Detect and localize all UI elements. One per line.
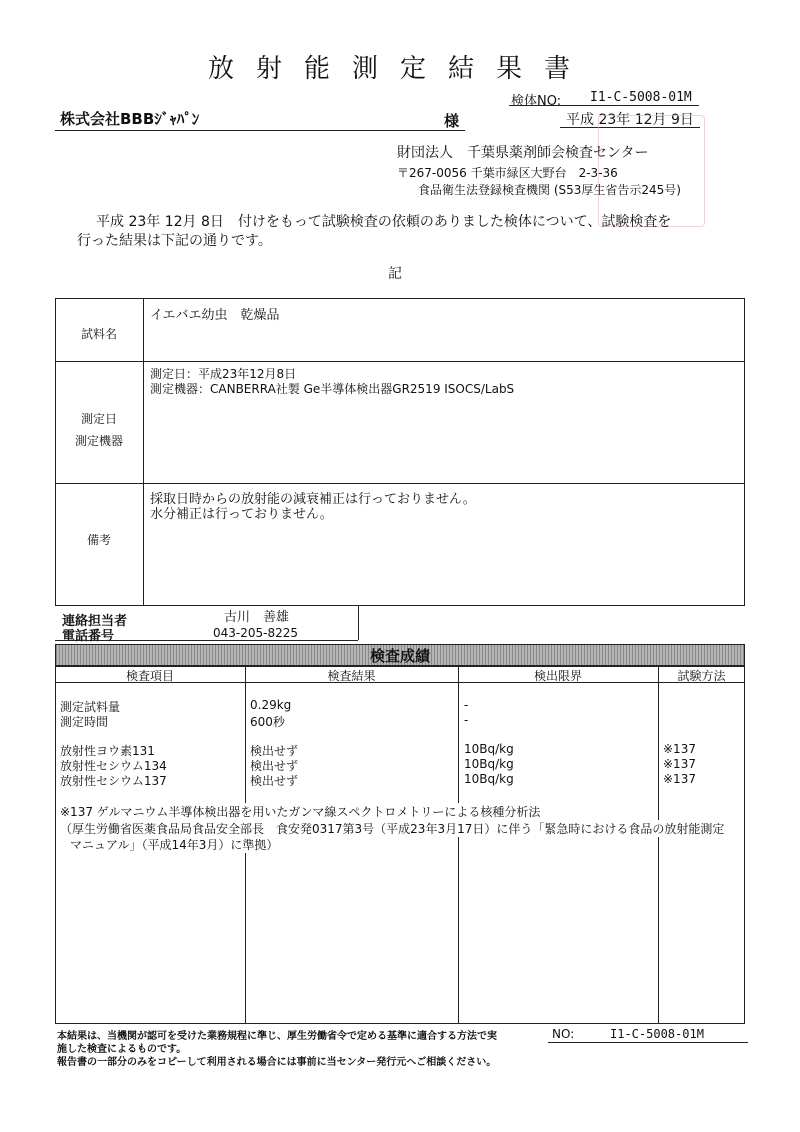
row-method: ※137 bbox=[663, 742, 696, 756]
method-note-2: （厚生労働省医薬食品局食品安全部長 食安発0317第3号（平成23年3月17日）に伴う「緊急時における食品の放射能測定 bbox=[60, 820, 728, 837]
issue-date: 平成 23年 12月 9日 bbox=[566, 112, 694, 128]
sample-value: イエバエ幼虫 乾燥品 bbox=[150, 308, 280, 323]
row-limit: 10Bq/kg bbox=[464, 757, 514, 771]
info-table bbox=[55, 298, 745, 606]
contact-person-label: 連絡担当者 bbox=[62, 614, 128, 629]
row-limit: - bbox=[464, 713, 469, 727]
results-section-title: 検査成績 bbox=[369, 647, 430, 665]
remarks-line-1: 採取日時からの放射能の減衰補正は行っておりません。 bbox=[150, 492, 476, 507]
method-note-3: マニュアル」（平成14年3月）に準拠） bbox=[70, 836, 282, 853]
row-limit: 10Bq/kg bbox=[464, 772, 514, 786]
honorific: 様 bbox=[444, 112, 460, 130]
org-name: 財団法人 千葉県薬剤師会検査センター bbox=[397, 145, 649, 161]
measure-date-value: 測定日：平成23年12月8日 bbox=[150, 367, 297, 381]
row-result: 600秒 bbox=[250, 715, 285, 729]
col-header-method: 試験方法 bbox=[677, 669, 726, 683]
measure-equipment-value: 測定機器：CANBERRA社製 Ge半導体検出器GR2519 ISOCS/LabS bbox=[150, 382, 515, 396]
contact-phone: 043-205-8225 bbox=[213, 626, 299, 640]
remarks-line-2: 水分補正は行っておりません。 bbox=[150, 507, 333, 522]
footer-line-1: 本結果は、当機関が認可を受けた業務規程に準じ、厚生労働省令で定める基準に適合する方法で実 bbox=[57, 1031, 497, 1042]
row-limit: 10Bq/kg bbox=[464, 742, 514, 756]
footer-line-2: 施した検査によるものです。 bbox=[57, 1044, 187, 1055]
footer-line-3: 報告書の一部分のみをコピーして利用される場合には事前に当センター発行元へご相談ください。 bbox=[57, 1057, 497, 1068]
row-result: 0.29kg bbox=[250, 698, 292, 712]
row-item: 測定時間 bbox=[60, 715, 109, 729]
row-result: 検出せず bbox=[250, 744, 299, 758]
org-address: 〒267-0056 千葉市緑区大野台 2-3-36 bbox=[397, 166, 618, 180]
org-registration: 食品衛生法登録検査機関 (S53厚生省告示245号) bbox=[418, 183, 681, 197]
sample-label: 試料名 bbox=[80, 327, 117, 341]
remarks-label: 備考 bbox=[86, 533, 111, 547]
row-item: 放射性セシウム134 bbox=[60, 759, 167, 773]
intro-line-1: 平成 23年 12月 8日 付けをもって試験検査の依頼のありました検体について、試験検査を bbox=[96, 214, 672, 230]
ki-heading: 記 bbox=[388, 266, 402, 282]
col-header-result: 検査結果 bbox=[327, 669, 376, 683]
row-result: 検出せず bbox=[250, 774, 299, 788]
document-title: 放射能測定結果書 bbox=[207, 54, 592, 84]
measure-equipment-label: 測定機器 bbox=[74, 434, 123, 448]
row-item: 放射性ヨウ素131 bbox=[60, 744, 155, 758]
measure-date-label: 測定日 bbox=[80, 412, 117, 426]
row-item: 測定試料量 bbox=[60, 700, 121, 714]
row-method: ※137 bbox=[663, 772, 696, 786]
row-result: 検出せず bbox=[250, 759, 299, 773]
row-limit: - bbox=[464, 698, 469, 712]
specimen-no-label: 検体NO: bbox=[511, 94, 562, 109]
footer-no-value: I1-C-5008-01M bbox=[610, 1027, 704, 1041]
contact-name: 古川 善雄 bbox=[224, 610, 290, 625]
row-method: ※137 bbox=[663, 757, 696, 771]
footer-no-label: NO: bbox=[552, 1027, 575, 1041]
recipient-name: 株式会社BBBｼﾞｬﾊﾟﾝ bbox=[60, 110, 200, 128]
row-item: 放射性セシウム137 bbox=[60, 774, 167, 788]
contact-phone-label: 電話番号 bbox=[62, 629, 115, 644]
col-header-limit: 検出限界 bbox=[533, 669, 582, 683]
specimen-no: I1-C-5008-01M bbox=[590, 90, 692, 105]
method-note-1: ※137 ゲルマニウム半導体検出器を用いたガンマ線スペクトロメトリーによる核種分析法 bbox=[60, 803, 544, 820]
col-header-item: 検査項目 bbox=[125, 669, 174, 683]
intro-line-2: 行った結果は下記の通りです。 bbox=[77, 233, 272, 249]
